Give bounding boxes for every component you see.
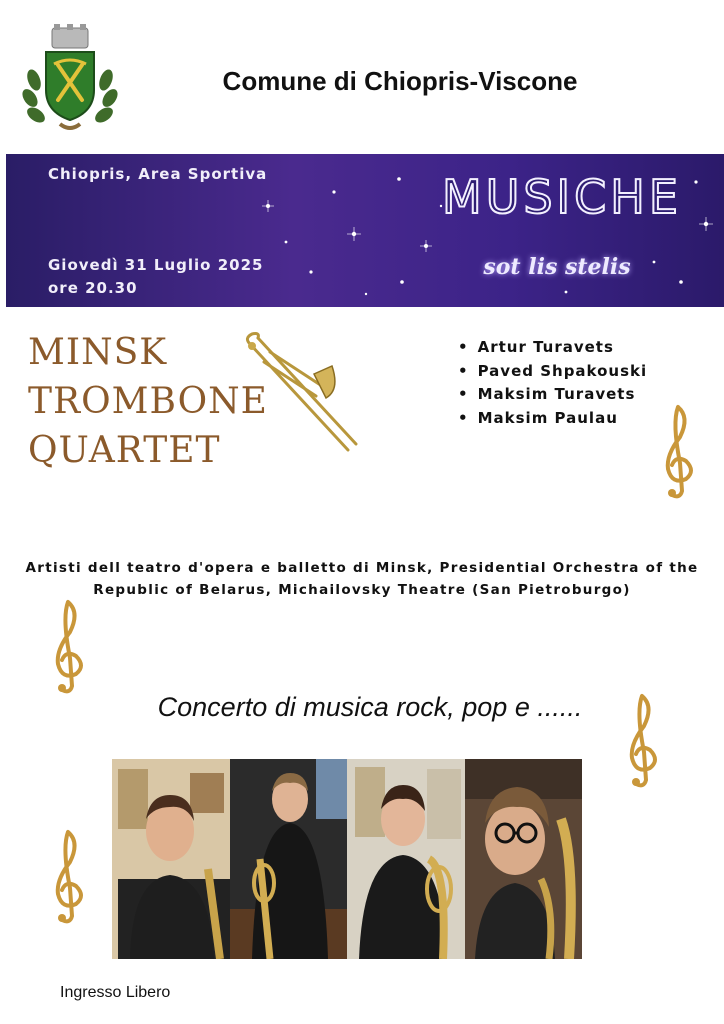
member-item: • Paved Shpakouski <box>458 360 647 384</box>
municipality-title: Comune di Chiopris-Viscone <box>222 66 578 96</box>
ensemble-name-line: TROMBONE <box>28 381 268 422</box>
musician-photo <box>465 759 583 959</box>
member-item: • Maksim Paulau <box>458 407 647 431</box>
event-date: Giovedì 31 Luglio 2025 <box>48 256 264 274</box>
event-subtitle: sot lis stelis <box>483 254 631 280</box>
musician-photo <box>347 759 465 959</box>
event-title: MUSICHE <box>442 170 682 224</box>
ensemble-name <box>28 328 268 475</box>
member-item: • Artur Turavets <box>458 336 647 360</box>
ensemble-name-line: MINSK <box>28 332 168 373</box>
musician-photos <box>112 759 582 959</box>
treble-clef-icon <box>46 598 90 696</box>
free-entry-label: Ingresso Libero <box>60 984 171 1001</box>
municipal-crest-icon <box>20 20 120 138</box>
artists-description: Artisti dell teatro d'opera e balletto di Minsk, Presidential Orchestra of the Republic of Belarus, Michailovsky Theatre (San Pietroburgo) <box>25 560 699 598</box>
trombone-icon <box>240 332 360 462</box>
treble-clef-icon <box>656 403 700 501</box>
concert-description: Concerto di musica rock, pop e ...... <box>157 692 583 722</box>
treble-clef-icon <box>46 828 90 926</box>
musician-photo <box>230 759 348 959</box>
event-banner <box>6 154 724 307</box>
member-item: • Maksim Turavets <box>458 383 647 407</box>
event-datetime <box>48 254 263 300</box>
event-time: ore 20.30 <box>48 279 138 297</box>
event-venue: Chiopris, Area Sportiva <box>48 165 268 183</box>
members-list <box>458 336 647 430</box>
musician-photo <box>112 759 230 959</box>
ensemble-name-line: QUARTET <box>28 430 221 471</box>
